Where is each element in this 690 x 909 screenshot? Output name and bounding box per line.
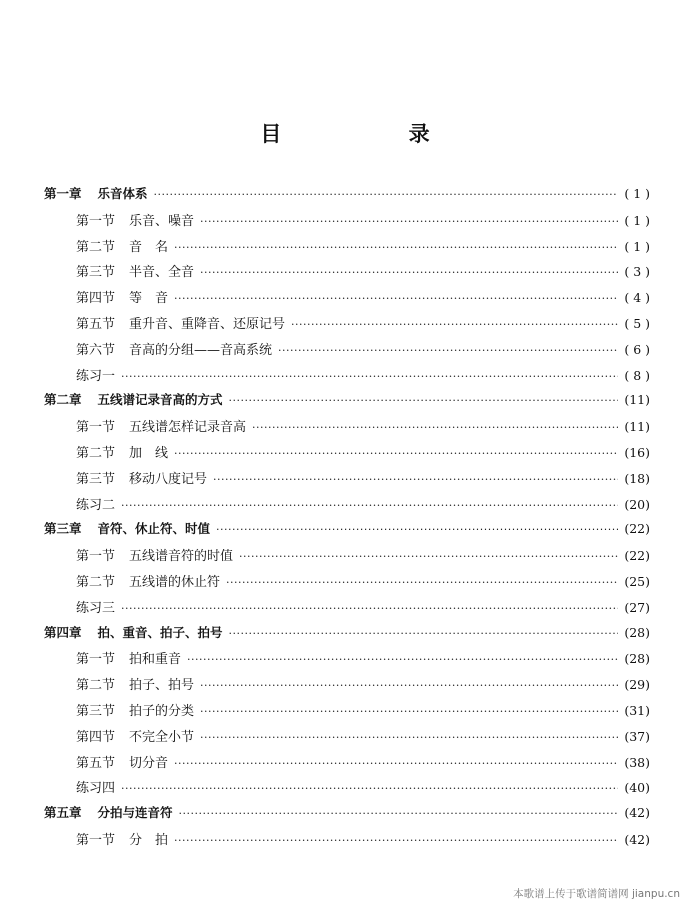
entry-title: 移动八度记号 xyxy=(129,471,208,487)
entry-number: 第一节 xyxy=(76,832,116,848)
toc-section-entry xyxy=(44,468,650,494)
dot-leader xyxy=(187,653,618,666)
page-number: (42) xyxy=(624,831,650,847)
dot-leader xyxy=(179,807,619,820)
dot-leader xyxy=(252,421,618,434)
dot-leader xyxy=(174,834,618,847)
toc-section-entry xyxy=(44,752,650,778)
toc-section-entry xyxy=(44,287,650,313)
page-number: (18) xyxy=(624,470,650,486)
page-number: (25) xyxy=(624,573,650,589)
page-number: (11) xyxy=(624,419,650,435)
entry-number: 第四章 xyxy=(44,624,82,640)
dot-leader xyxy=(278,344,618,357)
toc-section-entry xyxy=(44,648,650,674)
page-number: (22) xyxy=(624,548,650,564)
toc-section-entry xyxy=(44,829,650,855)
page-number: (28) xyxy=(624,651,650,667)
dot-leader xyxy=(121,602,618,615)
toc-section-entry xyxy=(44,313,650,339)
dot-leader xyxy=(200,266,618,279)
page-number: (42) xyxy=(624,805,650,821)
toc-section-entry xyxy=(44,674,650,700)
entry-title: 切分音 xyxy=(129,755,169,771)
page-number: (11) xyxy=(624,392,650,408)
entry-title: 加 线 xyxy=(129,445,169,461)
entry-number: 第六节 xyxy=(76,342,116,358)
entry-title: 乐音体系 xyxy=(97,186,148,201)
entry-title: 半音、全音 xyxy=(129,265,195,281)
entry-title: 练习三 xyxy=(76,600,116,616)
dot-leader xyxy=(174,757,618,770)
page-number: (16) xyxy=(624,444,650,460)
toc-section-entry xyxy=(44,700,650,726)
entry-number: 第三节 xyxy=(76,703,116,719)
page-number: ( 1 ) xyxy=(624,212,650,228)
page-number: ( 5 ) xyxy=(624,315,650,331)
table-of-contents xyxy=(44,184,650,855)
entry-title: 五线谱音符的时值 xyxy=(129,549,234,565)
toc-section-entry xyxy=(44,777,650,803)
toc-section-entry xyxy=(44,416,650,442)
dot-leader xyxy=(229,627,619,640)
dot-leader xyxy=(291,318,618,331)
entry-number: 第一章 xyxy=(44,186,82,201)
page-number: ( 8 ) xyxy=(624,367,650,383)
entry-number: 第二节 xyxy=(76,239,116,255)
toc-section-entry xyxy=(44,726,650,752)
entry-title: 乐音、噪音 xyxy=(129,213,195,229)
dot-leader xyxy=(200,731,618,744)
page-number: ( 3 ) xyxy=(624,264,650,280)
entry-title: 五线谱的休止符 xyxy=(129,574,221,590)
entry-title: 不完全小节 xyxy=(129,729,195,745)
entry-title: 分拍与连音符 xyxy=(97,805,173,821)
entry-title: 音 名 xyxy=(129,239,169,255)
entry-title: 拍子的分类 xyxy=(129,703,195,719)
page-number: (29) xyxy=(624,677,650,693)
entry-number: 第二章 xyxy=(44,392,82,408)
dot-leader xyxy=(121,782,618,795)
toc-chapter-entry xyxy=(44,803,650,829)
dot-leader xyxy=(174,292,618,305)
toc-section-entry xyxy=(44,494,650,520)
toc-section-entry xyxy=(44,571,650,597)
toc-chapter-entry xyxy=(44,390,650,416)
entry-title: 练习四 xyxy=(76,781,116,797)
page-number: (28) xyxy=(624,624,650,640)
page-number: ( 1 ) xyxy=(624,186,650,201)
dot-leader xyxy=(121,370,618,383)
dot-leader xyxy=(226,576,618,589)
toc-section-entry xyxy=(44,210,650,236)
entry-title: 音符、休止符、时值 xyxy=(97,521,211,537)
entry-number: 第一节 xyxy=(76,420,116,436)
entry-number: 第一节 xyxy=(76,549,116,565)
dot-leader xyxy=(229,394,619,407)
entry-title: 练习二 xyxy=(76,497,116,513)
entry-number: 第二节 xyxy=(76,678,116,694)
page-number: ( 1 ) xyxy=(624,238,650,254)
page-number: (37) xyxy=(624,728,650,744)
entry-title: 五线谱记录音高的方式 xyxy=(97,392,223,408)
page-number: (31) xyxy=(624,702,650,718)
entry-title: 五线谱怎样记录音高 xyxy=(129,420,247,436)
page-title: 目 录 xyxy=(260,122,490,146)
toc-section-entry xyxy=(44,442,650,468)
toc-chapter-entry xyxy=(44,519,650,545)
watermark-footer: 本歌谱上传于歌谱简谱网 jianpu.cn xyxy=(513,888,680,900)
toc-section-entry xyxy=(44,261,650,287)
toc-chapter-entry xyxy=(44,623,650,649)
entry-title: 分 拍 xyxy=(129,832,169,848)
toc-section-entry xyxy=(44,236,650,262)
page-number: (40) xyxy=(624,780,650,796)
toc-section-entry xyxy=(44,545,650,571)
page-number: (38) xyxy=(624,754,650,770)
dot-leader xyxy=(239,550,618,563)
toc-section-entry xyxy=(44,365,650,391)
entry-title: 拍子、拍号 xyxy=(129,678,195,694)
dot-leader xyxy=(213,473,618,486)
toc-section-entry xyxy=(44,339,650,365)
entry-number: 第五节 xyxy=(76,755,116,771)
entry-number: 第四节 xyxy=(76,291,116,307)
dot-leader xyxy=(200,679,618,692)
entry-title: 等 音 xyxy=(129,291,169,307)
entry-number: 第二节 xyxy=(76,574,116,590)
entry-number: 第五节 xyxy=(76,316,116,332)
dot-leader xyxy=(121,499,618,512)
dot-leader xyxy=(174,241,618,254)
dot-leader xyxy=(200,215,618,228)
page-number: (27) xyxy=(624,599,650,615)
page-number: (20) xyxy=(624,496,650,512)
dot-leader xyxy=(200,705,618,718)
entry-number: 第三节 xyxy=(76,471,116,487)
page-number: ( 6 ) xyxy=(624,341,650,357)
dot-leader xyxy=(154,188,619,201)
entry-title: 音高的分组——音高系统 xyxy=(129,342,273,358)
entry-title: 练习一 xyxy=(76,368,116,384)
entry-title: 拍、重音、拍子、拍号 xyxy=(97,624,223,640)
page-number: ( 4 ) xyxy=(624,290,650,306)
entry-number: 第四节 xyxy=(76,729,116,745)
entry-title: 重升音、重降音、还原记号 xyxy=(129,316,286,332)
entry-number: 第二节 xyxy=(76,445,116,461)
entry-number: 第三节 xyxy=(76,265,116,281)
entry-number: 第五章 xyxy=(44,805,82,821)
entry-title: 拍和重音 xyxy=(129,652,182,668)
dot-leader xyxy=(174,447,618,460)
toc-chapter-entry xyxy=(44,184,650,210)
toc-section-entry xyxy=(44,597,650,623)
page-number: (22) xyxy=(624,521,650,537)
entry-number: 第三章 xyxy=(44,521,82,537)
entry-number: 第一节 xyxy=(76,213,116,229)
dot-leader xyxy=(216,523,618,536)
entry-number: 第一节 xyxy=(76,652,116,668)
